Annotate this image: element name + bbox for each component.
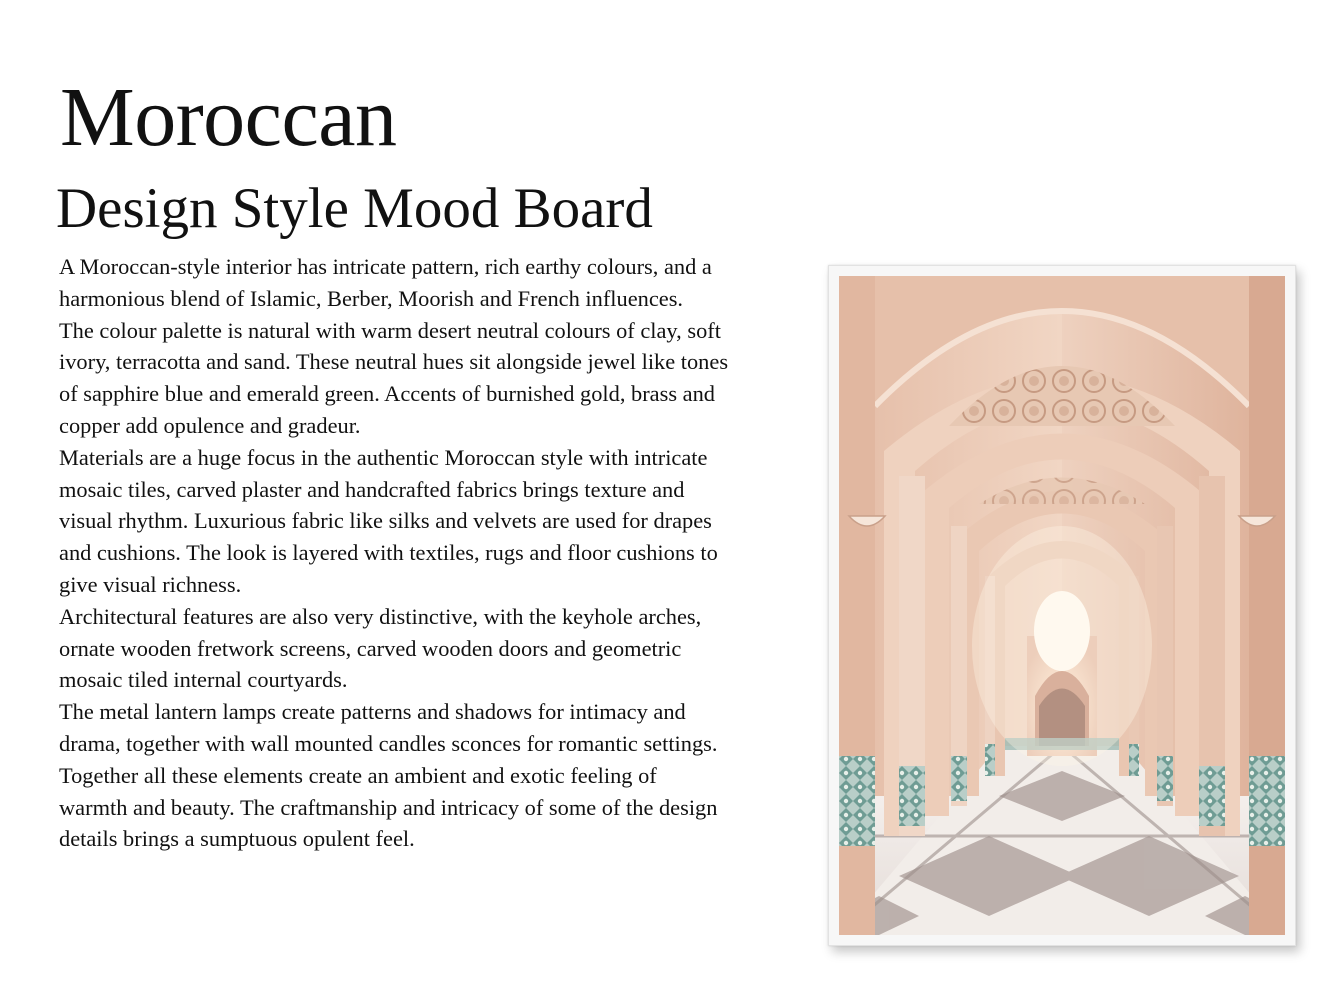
paragraph-lighting: The metal lantern lamps create patterns and shadows for intimacy and drama, together with wall mounted candles sconces for romantic settings. xyxy=(59,699,718,756)
description-text xyxy=(59,251,729,855)
paragraph-intro: A Moroccan-style interior has intricate pattern, rich earthy colours, and a harmonious blend of Islamic, Berber, Moorish and French influences. xyxy=(59,254,712,311)
paragraph-materials: Materials are a huge focus in the authentic Moroccan style with intricate mosaic tiles, carved plaster and handcrafted fabrics brings texture and visual rhythm. Luxurious fabric like silks and velvets are used for drapes and cushions. The look is layered with textiles, rugs and floor cushions to give visual richness. xyxy=(59,444,718,597)
picture-frame xyxy=(828,265,1296,946)
paragraph-colour-palette: The colour palette is natural with warm desert neutral colours of clay, soft ivory, terracotta and sand. These neutral hues sit alongside jewel like tones of sapphire blue and emerald green. Accents of burnished gold, brass and copper add opulence and gradeur. xyxy=(59,317,729,438)
page-title: Moroccan xyxy=(60,71,397,164)
page-subtitle: Design Style Mood Board xyxy=(56,177,653,240)
paragraph-conclusion: Together all these elements create an ambient and exotic feeling of warmth and beauty. The craftmanship and intricacy of some of the design details brings a sumptuous opulent feel. xyxy=(59,762,718,852)
moroccan-corridor-photo xyxy=(839,276,1285,935)
paragraph-architecture: Architectural features are also very distinctive, with the keyhole arches, ornate wooden fretwork screens, carved wooden doors and geometric mosaic tiled internal courtyards. xyxy=(59,603,702,693)
